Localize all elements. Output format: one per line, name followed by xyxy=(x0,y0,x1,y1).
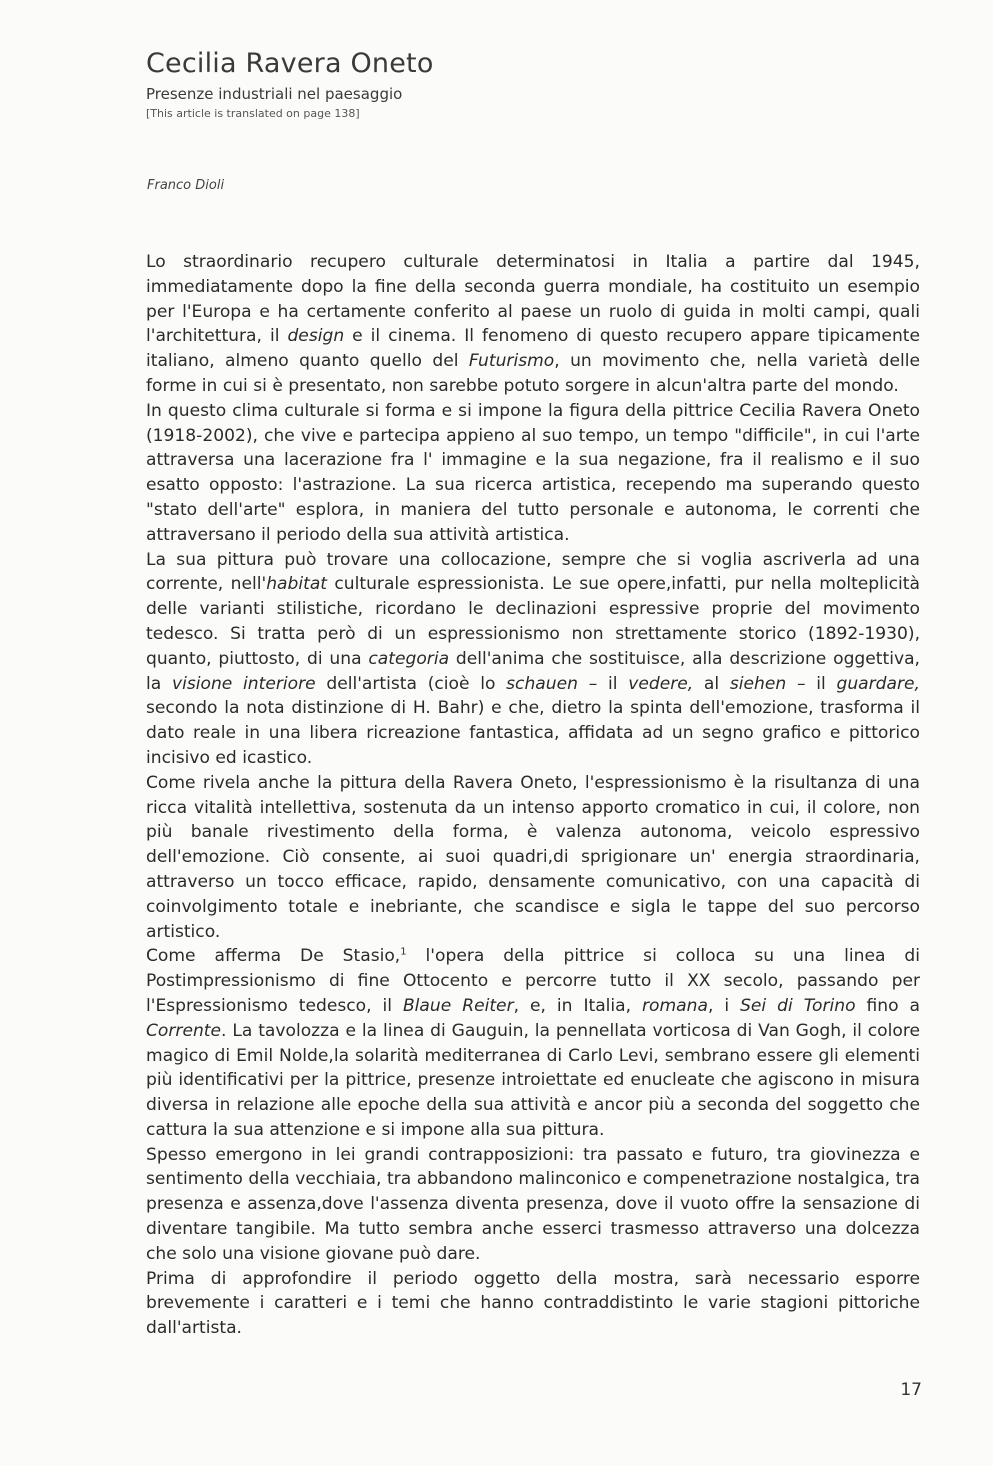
footnote-marker: 1 xyxy=(400,946,407,958)
text-run: al xyxy=(693,673,730,694)
text-run: dell'anima che sostituisce, alla descrizione oggettiva, la xyxy=(146,648,920,694)
body-paragraph xyxy=(146,1143,920,1267)
body-paragraph xyxy=(146,399,920,548)
italic-term: vedere, xyxy=(628,673,694,694)
text-run: Come afferma De Stasio, xyxy=(146,946,401,967)
text-run: – il xyxy=(577,673,629,694)
text-run: . La tavolozza e la linea di Gauguin, la pennellata vorticosa di Van Gogh, il colore magico di Emil Nolde,la solarità mediterranea di Carlo Levi, sembrano essere gli elementi più identificativi per la pittrice, presenze introiettate ed enucleate che agiscono in misura diversa in relazione alle epoche della sua attività e ancor più a seconda del soggetto che cattura la sua attenzione e si impone alla sua pittura. xyxy=(146,1020,920,1140)
text-run: culturale espressionista. Le sue opere,infatti, pur nella molteplicità delle varianti stilistiche, ricordano le declinazioni espressive proprie del movimento tedesco. Si tratta però di un espressionismo non strettamente storico (1892-1930), quanto, piuttosto, di una xyxy=(146,574,920,669)
italic-term: design xyxy=(287,326,345,347)
article-subtitle: Presenze industriali nel paesaggio xyxy=(146,85,403,103)
text-run: , e, in Italia, xyxy=(513,995,643,1016)
text-run: La sua pittura può trovare una collocazione, sempre che si voglia ascriverla ad una corrente, nell' xyxy=(146,549,920,595)
body-paragraph xyxy=(146,1267,920,1341)
text-run: secondo la nota distinzione di H. Bahr) e che, dietro la spinta dell'emozione, trasforma il dato reale in una libera ricreazione fantastica, affidata ad un segno grafico e pittorico incisivo ed icastico. xyxy=(146,698,920,768)
text-run: fino a xyxy=(855,995,921,1016)
italic-term: Corrente xyxy=(146,1020,222,1041)
page-number: 17 xyxy=(900,1380,922,1400)
text-run: e il cinema. Il fenomeno di questo recupero appare tipicamente italiano, almeno quanto quello del xyxy=(146,326,920,372)
article-body xyxy=(146,250,920,1341)
body-paragraph xyxy=(146,771,920,945)
article-title: Cecilia Ravera Oneto xyxy=(146,48,434,79)
text-run: Prima di approfondire il periodo oggetto della mostra, sarà necessario esporre brevemente i caratteri e i temi che hanno contraddistinto le varie stagioni pittoriche dall'artista. xyxy=(146,1268,920,1339)
text-run: dell'artista (cioè lo xyxy=(315,673,507,694)
italic-term: guardare, xyxy=(836,673,920,694)
text-run: , un movimento che, nella varietà delle forme in cui si è presentato, non sarebbe potuto sorgere in alcun'altra parte del mondo. xyxy=(146,351,921,396)
italic-term: schauen xyxy=(506,673,578,694)
translation-note: [This article is translated on page 138] xyxy=(146,107,360,120)
text-run: In questo clima culturale si forma e si impone la figura della pittrice Cecilia Ravera Oneto (1918-2002), che vive e partecipa appieno al suo tempo, un tempo "difficile", in cui l'arte attraversa una lacerazione fra l' immagine e la sua negazione, fra il realismo e il suo esatto opposto: l'astrazione. La sua ricerca artistica, recependo ma superando questo "stato dell'arte" esplora, in maniera del tutto personale e autonoma, le correnti che attraversano il periodo della sua attività artistica. xyxy=(146,400,920,545)
italic-term: Blaue Reiter xyxy=(402,995,514,1016)
italic-term: romana xyxy=(642,995,708,1016)
text-run: , i xyxy=(707,995,741,1016)
italic-term: siehen xyxy=(729,673,787,694)
italic-term: Sei di Torino xyxy=(740,995,856,1016)
italic-term: habitat xyxy=(266,574,327,595)
article-header xyxy=(146,46,846,121)
text-run: l'opera della pittrice si colloca su una linea di Postimpressionismo di fine Ottocento e percorre tutto il XX secolo, passando per l'Espressionismo tedesco, il xyxy=(146,946,920,1016)
body-paragraph xyxy=(146,548,920,771)
text-run: Come rivela anche la pittura della Ravera Oneto, l'espressionismo è la risultanza di una ricca vitalità intellettiva, sostenuta da un intenso apporto cromatico in cui, il colore, non più banale rivestimento della forma, è valenza autonoma, veicolo espressivo dell'emozione. Ciò consente, ai suoi quadri,di sprigionare un' energia straordinaria, attraverso un tocco efficace, rapido, densamente comunicativo, con una capacità di coinvolgimento totale e inebriante, che scandisce e sigla le tappe del suo percorso artistico. xyxy=(146,772,920,942)
body-paragraph xyxy=(146,250,920,399)
author-name: Franco Dioli xyxy=(147,178,225,193)
italic-term: Futurismo xyxy=(468,351,555,372)
text-run: Spesso emergono in lei grandi contrapposizioni: tra passato e futuro, tra giovinezza e sentimento della vecchiaia, tra abbandono malinconico e compenetrazione nostalgica, tra presenza e assenza,dove l'assenza diventa presenza, dove il vuoto offre la sensazione di diventare tangibile. Ma tutto sembra anche esserci trasmesso attraverso una dolcezza che solo una visione giovane può dare. xyxy=(146,1144,920,1264)
body-paragraph xyxy=(146,944,920,1142)
text-run: Lo straordinario recupero culturale determinatosi in Italia a partire dal 1945, immediatamente dopo la fine della seconda guerra mondiale, ha costituito un esempio per l'Europa e ha certamente conferito al paese un ruolo di guida in molti campi, quali l'architettura, il xyxy=(146,252,920,347)
text-run: – il xyxy=(786,673,837,694)
italic-term: categoria xyxy=(368,648,450,669)
italic-term: visione interiore xyxy=(171,673,316,694)
